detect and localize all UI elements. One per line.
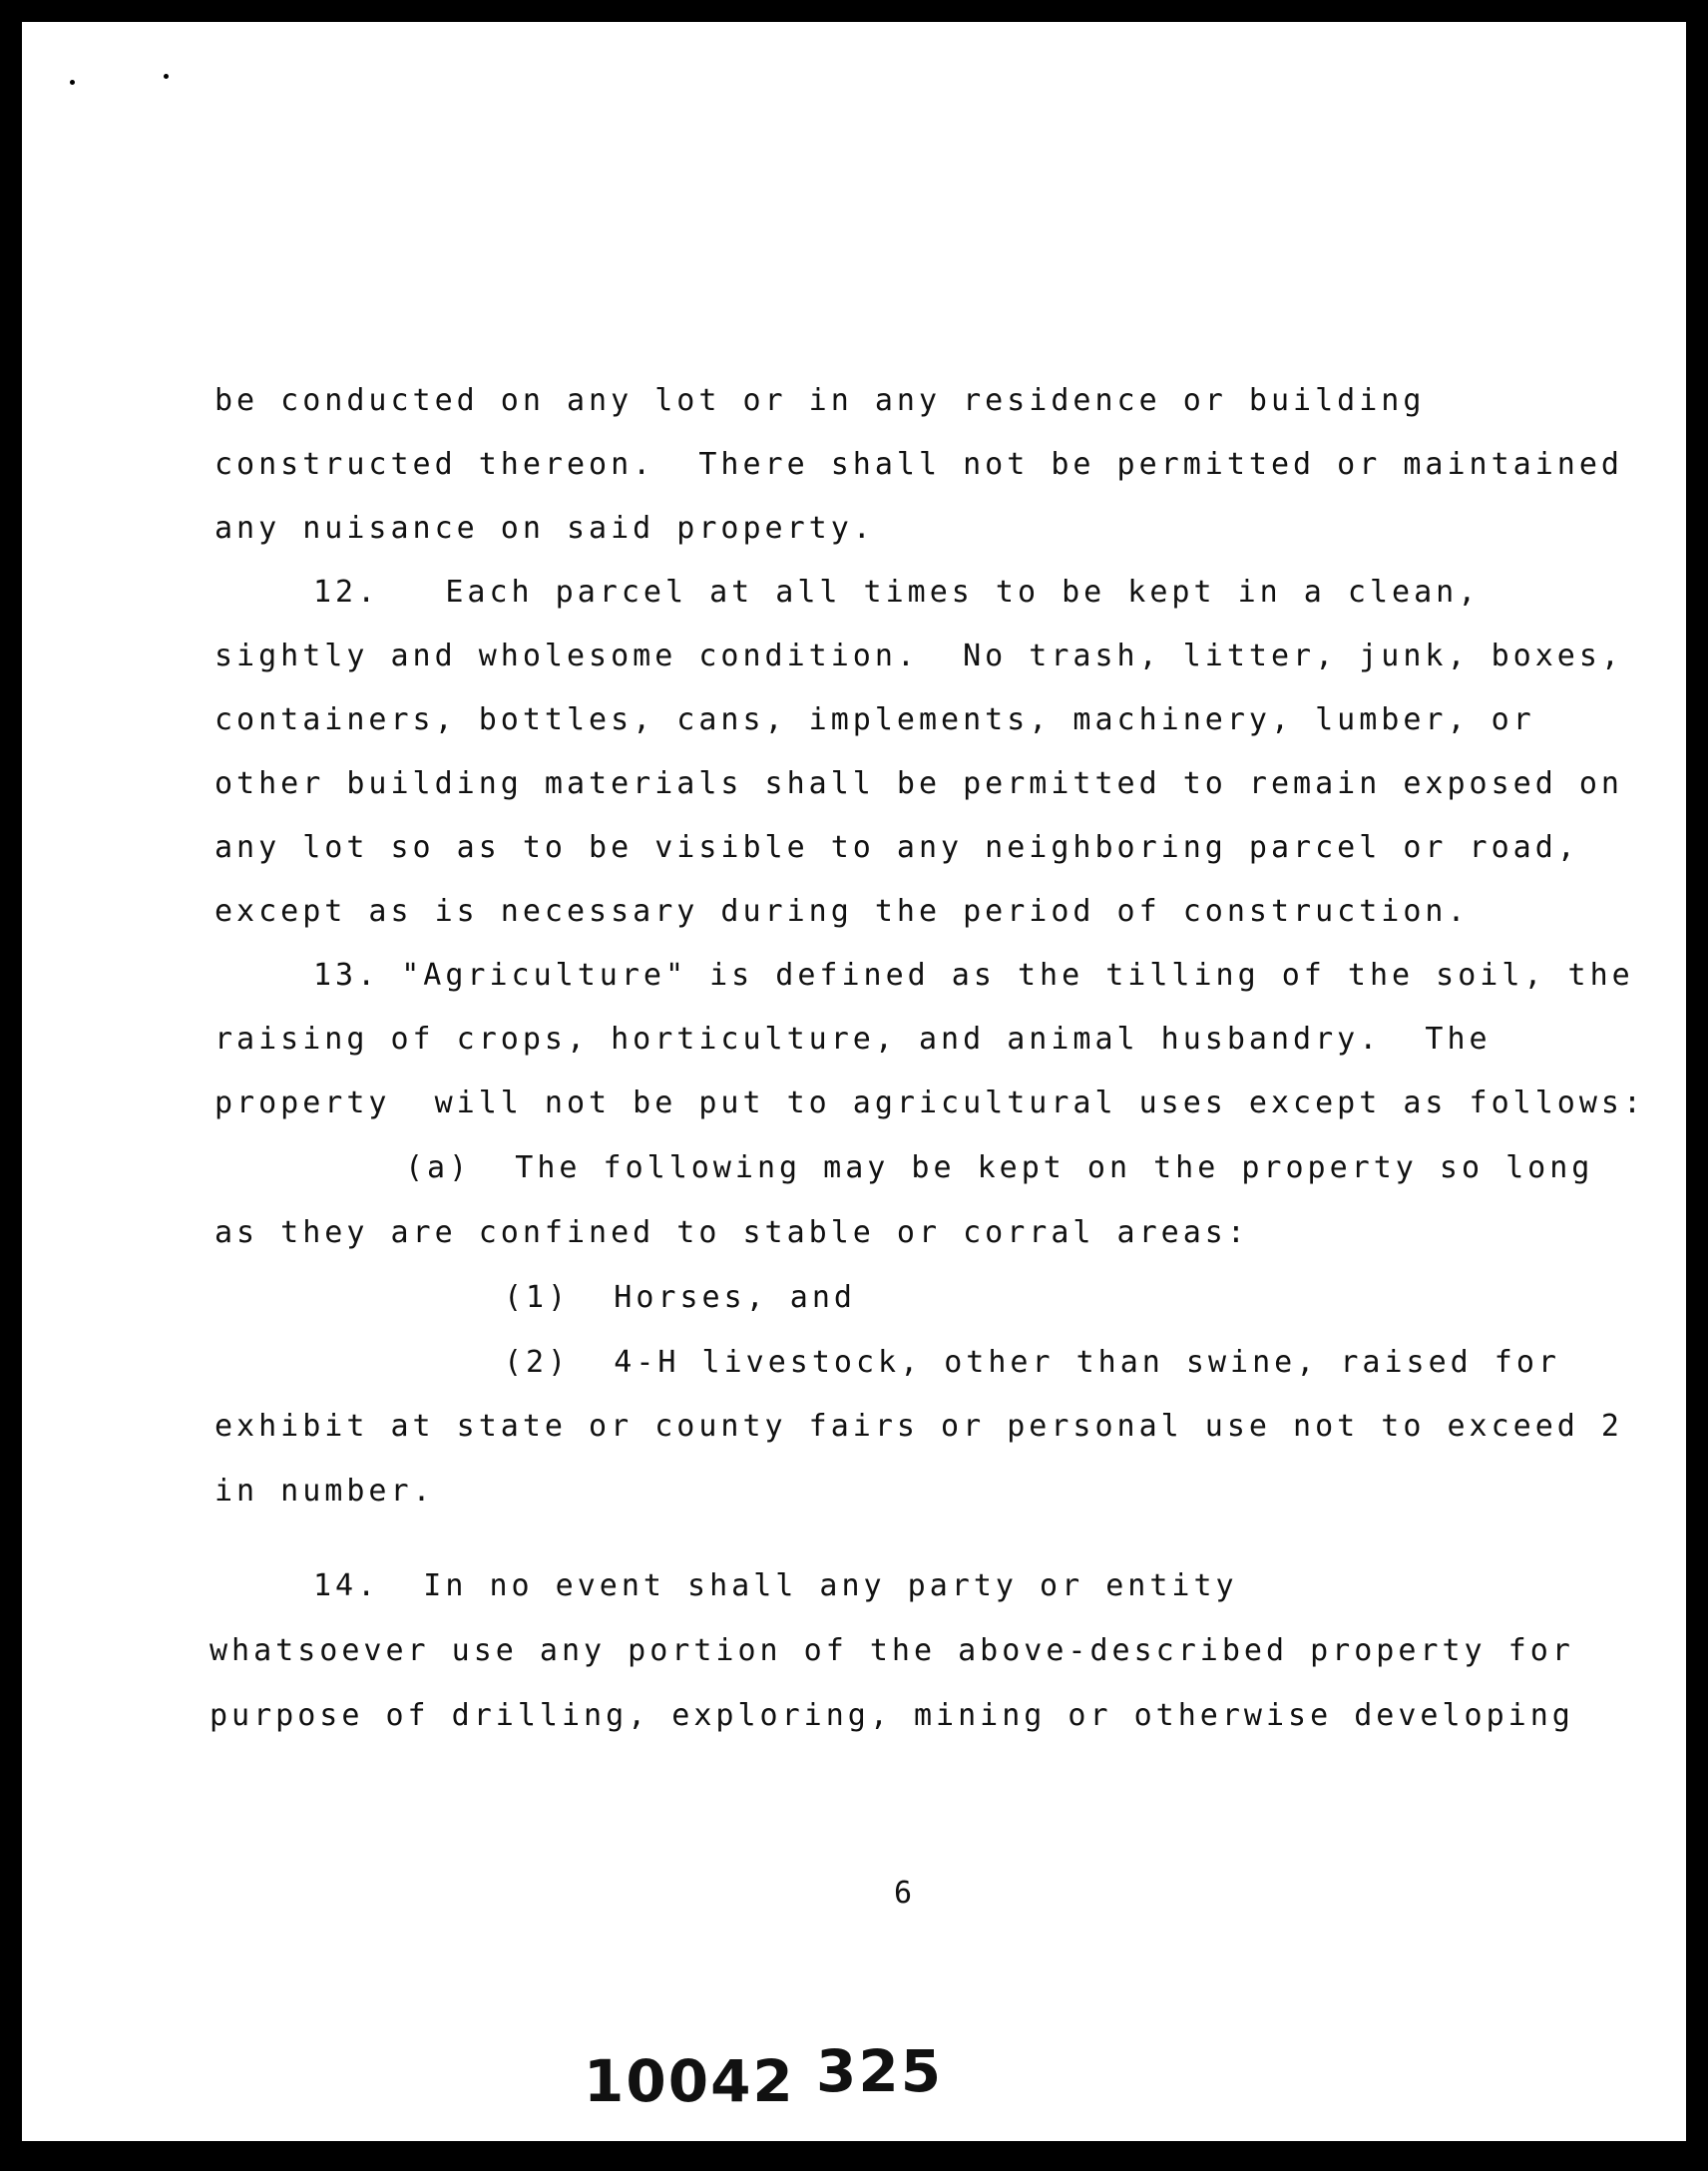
text-line: constructed thereon. There shall not be permitted or maintained (214, 447, 1623, 482)
paragraph-14-start: 14. In no event shall any party or entity (313, 1568, 1238, 1603)
text-line: other building materials shall be permitted to remain exposed on (214, 766, 1623, 801)
text-line: purpose of drilling, exploring, mining or otherwise developing (210, 1698, 1574, 1733)
page-reference-stamp: 325 (816, 2037, 944, 2105)
text-line: except as is necessary during the period of construction. (214, 894, 1470, 929)
page-number: 6 (894, 1876, 913, 1911)
item-2-start: (2) 4-H livestock, other than swine, raised for (504, 1345, 1560, 1380)
text-line: any lot so as to be visible to any neighboring parcel or road, (214, 830, 1579, 865)
paragraph-13-start: 13. "Agriculture" is defined as the tilling of the soil, the (313, 958, 1634, 993)
text-line: as they are confined to stable or corral areas: (214, 1215, 1249, 1250)
text-line: raising of crops, horticulture, and animal husbandry. The (214, 1022, 1492, 1057)
text-line: sightly and wholesome condition. No trash, litter, junk, boxes, (214, 639, 1623, 673)
item-1: (1) Horses, and (504, 1280, 856, 1315)
subparagraph-a-start: (a) The following may be kept on the property so long (405, 1150, 1594, 1185)
text-line: property will not be put to agricultural uses except as follows: (214, 1086, 1645, 1120)
document-page (22, 22, 1686, 2141)
text-line: exhibit at state or county fairs or personal use not to exceed 2 (214, 1409, 1623, 1444)
text-line: whatsoever use any portion of the above-described property for (210, 1633, 1574, 1668)
text-line: in number. (214, 1474, 435, 1509)
text-line: be conducted on any lot or in any residence or building (214, 383, 1426, 418)
text-line: containers, bottles, cans, implements, machinery, lumber, or (214, 702, 1535, 737)
document-body (22, 22, 1686, 2141)
book-number-stamp: 10042 (584, 2047, 795, 2115)
paragraph-12-start: 12. Each parcel at all times to be kept in a clean, (313, 575, 1481, 610)
text-line: any nuisance on said property. (214, 511, 875, 546)
